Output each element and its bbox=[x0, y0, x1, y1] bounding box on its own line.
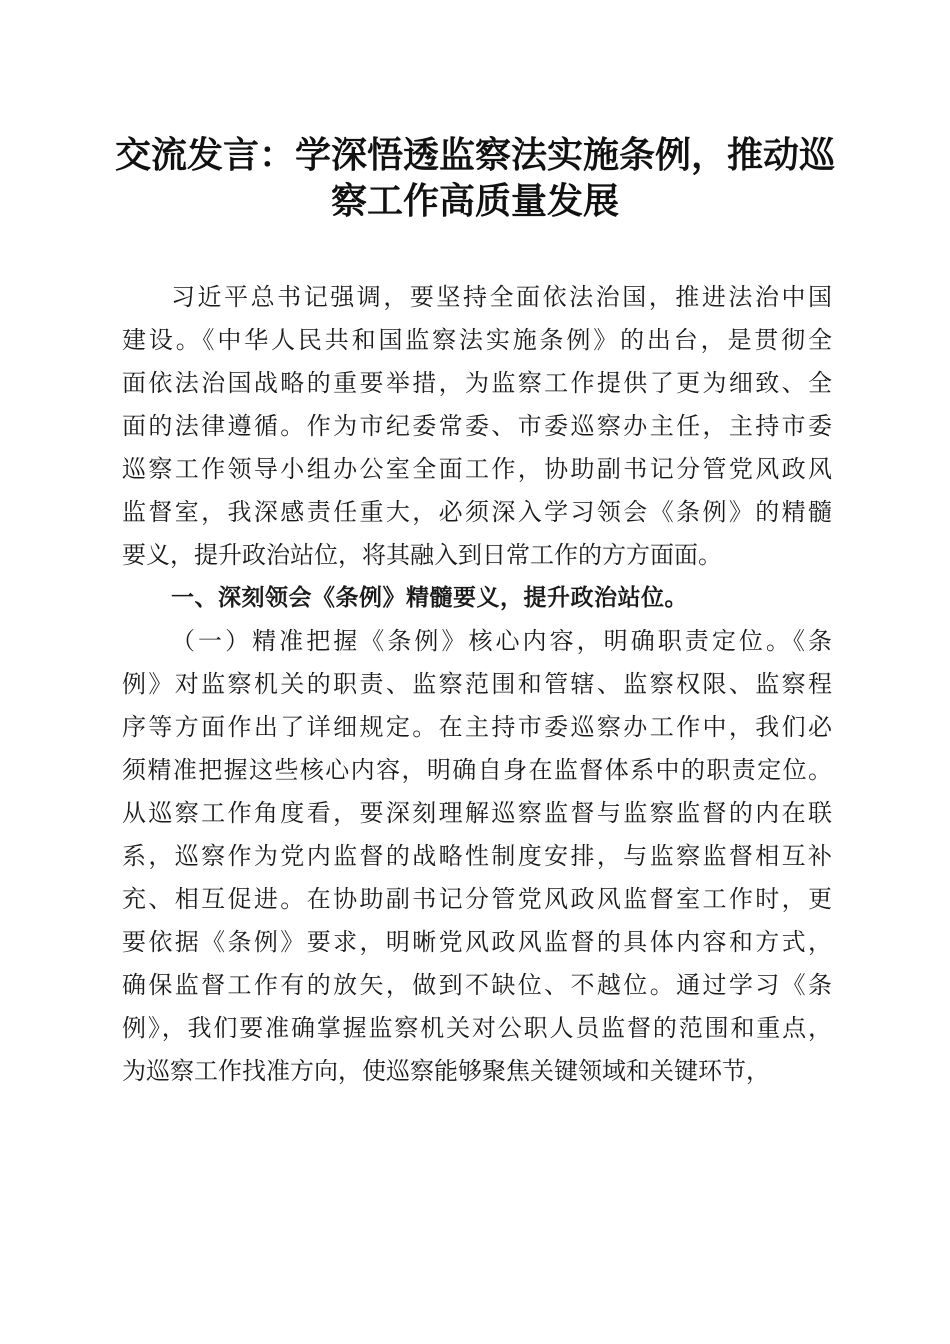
section-line: 为巡察工作找准方向，使巡察能够聚焦关键领域和关键环节， bbox=[122, 1057, 770, 1085]
intro-line: 建设。《中华人民共和国监察法实施条例》的出台，是贯彻全 bbox=[122, 326, 832, 354]
section-heading-1: 一、深刻领会《条例》精髓要义，提升政治站位。 bbox=[171, 585, 688, 611]
page-title bbox=[110, 132, 840, 224]
intro-line: 面的法律遵循。作为市纪委常委、市委巡察办主任，主持市委 bbox=[122, 412, 832, 440]
title-line-1: 交流发言：学深悟透监察法实施条例，推动巡 bbox=[114, 134, 835, 176]
section-line: 确保监督工作有的放矢，做到不缺位、不越位。通过学习《条 bbox=[122, 971, 832, 999]
section-line: 系，巡察作为党内监督的战略性制度安排，与监察监督相互补 bbox=[122, 842, 832, 870]
intro-line: 要义，提升政治站位，将其融入到日常工作的方方面面。 bbox=[122, 541, 722, 569]
section-line: 须精准把握这些核心内容，明确自身在监督体系中的职责定位。 bbox=[122, 756, 832, 784]
intro-line: 习近平总书记强调，要坚持全面依法治国，推进法治中国 bbox=[171, 283, 832, 311]
intro-line: 监督室，我深感责任重大，必须深入学习领会《条例》的精髓 bbox=[122, 498, 832, 526]
title-line-2: 察工作高质量发展 bbox=[330, 180, 619, 222]
section-line: 要依据《条例》要求，明晰党风政风监督的具体内容和方式， bbox=[122, 928, 832, 956]
section-line: 从巡察工作角度看，要深刻理解巡察监督与监察监督的内在联 bbox=[122, 799, 832, 827]
section-line: 例》，我们要准确掌握监察机关对公职人员监督的范围和重点， bbox=[122, 1014, 832, 1042]
section-line: 序等方面作出了详细规定。在主持市委巡察办工作中，我们必 bbox=[122, 713, 832, 741]
section-line: 充、相互促进。在协助副书记分管党风政风监督室工作时，更 bbox=[122, 885, 832, 913]
section-line: （一）精准把握《条例》核心内容，明确职责定位。《条 bbox=[171, 627, 832, 655]
intro-line: 巡察工作领导小组办公室全面工作，协助副书记分管党风政风 bbox=[122, 455, 832, 483]
intro-line: 面依法治国战略的重要举措，为监察工作提供了更为细致、全 bbox=[122, 369, 832, 397]
section-line: 例》对监察机关的职责、监察范围和管辖、监察权限、监察程 bbox=[122, 670, 832, 698]
